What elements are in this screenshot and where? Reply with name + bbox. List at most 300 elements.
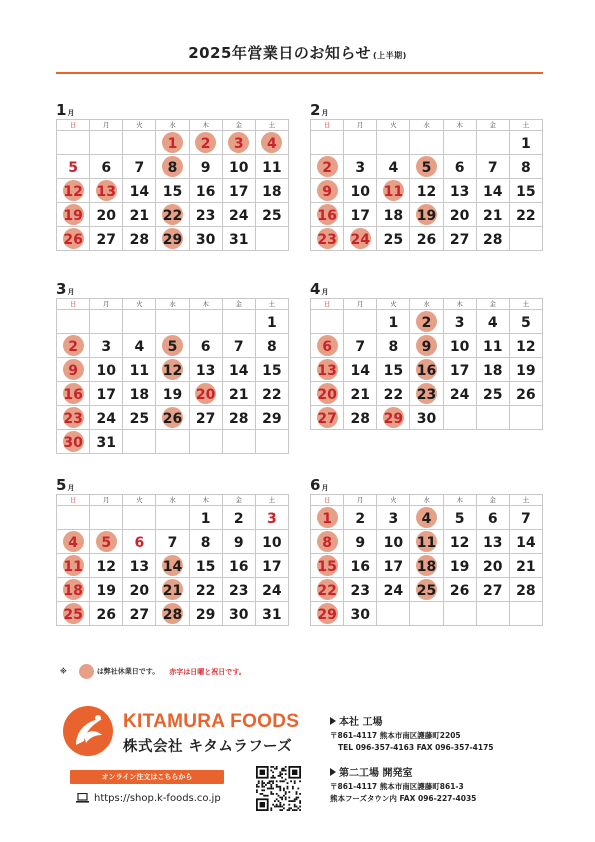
day-number: 13 — [96, 184, 116, 200]
day-number: 9 — [355, 535, 366, 551]
week-row — [57, 430, 289, 454]
week-row — [57, 131, 289, 155]
week-row — [311, 506, 543, 530]
day-cell — [57, 227, 90, 251]
day-number: 29 — [195, 607, 216, 623]
day-number: 27 — [449, 232, 470, 248]
day-cell — [156, 179, 189, 203]
day-number: 10 — [262, 535, 282, 551]
day-cell — [156, 382, 189, 406]
calendar-month-6 — [310, 476, 543, 626]
day-cell — [189, 382, 222, 406]
day-number: 18 — [129, 387, 150, 403]
day-cell — [344, 554, 377, 578]
month-heading — [310, 280, 543, 298]
day-number: 27 — [483, 583, 503, 599]
day-number: 21 — [129, 208, 150, 224]
day-number: 11 — [383, 184, 404, 200]
day-cell — [509, 530, 542, 554]
day-number: 16 — [63, 387, 83, 403]
day-cell — [443, 530, 476, 554]
day-cell — [377, 602, 410, 626]
day-number: 11 — [129, 363, 150, 379]
day-number: 15 — [162, 184, 183, 200]
day-number: 30 — [350, 607, 370, 623]
month-heading — [56, 280, 289, 298]
day-cell — [90, 334, 123, 358]
day-number: 1 — [200, 511, 211, 527]
weekday-header: 金 — [222, 120, 255, 131]
day-cell — [156, 227, 189, 251]
week-row — [311, 334, 543, 358]
day-cell — [509, 506, 542, 530]
day-number: 20 — [96, 208, 116, 224]
month-heading — [310, 476, 543, 494]
day-number: 2 — [200, 136, 211, 152]
weekday-header: 火 — [123, 299, 156, 310]
day-cell — [443, 554, 476, 578]
day-cell — [311, 131, 344, 155]
day-cell — [476, 334, 509, 358]
day-cell — [90, 578, 123, 602]
calendar-grid — [56, 119, 289, 251]
day-number: 16 — [195, 184, 216, 200]
day-cell — [344, 155, 377, 179]
day-cell — [311, 358, 344, 382]
day-cell — [311, 334, 344, 358]
day-number: 12 — [63, 184, 83, 200]
day-cell — [222, 334, 255, 358]
day-cell — [156, 530, 189, 554]
day-number: 21 — [516, 559, 536, 575]
day-cell — [156, 155, 189, 179]
legend-red-text: 赤字は日曜と祝日です。 — [169, 667, 246, 676]
shop-link-row[interactable] — [76, 793, 221, 804]
day-number: 23 — [229, 583, 249, 599]
day-cell — [311, 578, 344, 602]
day-cell — [123, 203, 156, 227]
office-second-contact: 熊本フーズタウン内 FAX 096-227-4035 — [330, 794, 477, 803]
day-cell — [377, 506, 410, 530]
week-row — [57, 358, 289, 382]
day-cell — [57, 179, 90, 203]
day-cell — [189, 203, 222, 227]
weekday-header: 日 — [57, 299, 90, 310]
day-number: 26 — [162, 411, 183, 427]
day-cell — [311, 530, 344, 554]
day-number: 13 — [449, 184, 470, 200]
day-number: 22 — [195, 583, 216, 599]
day-cell — [255, 506, 288, 530]
day-cell — [255, 131, 288, 155]
calendar-month-3 — [56, 280, 289, 454]
day-cell — [90, 155, 123, 179]
calendar-month-5 — [56, 476, 289, 626]
day-cell — [57, 430, 90, 454]
week-row — [311, 382, 543, 406]
day-cell — [255, 554, 288, 578]
day-cell — [156, 310, 189, 334]
weekday-header: 土 — [509, 495, 542, 506]
weekday-header: 月 — [90, 299, 123, 310]
day-number: 8 — [267, 339, 277, 355]
week-row — [311, 179, 543, 203]
week-row — [57, 506, 289, 530]
day-cell — [443, 382, 476, 406]
calendar-grid — [310, 298, 543, 430]
day-number: 29 — [383, 411, 404, 427]
day-cell — [377, 406, 410, 430]
day-number: 2 — [322, 160, 332, 176]
day-cell — [123, 530, 156, 554]
day-cell — [311, 554, 344, 578]
day-number: 28 — [350, 411, 370, 427]
day-number: 19 — [162, 387, 183, 403]
day-number: 22 — [516, 208, 536, 224]
day-cell — [189, 227, 222, 251]
day-number: 11 — [63, 559, 83, 575]
day-number: 29 — [162, 232, 183, 248]
day-number: 22 — [162, 208, 183, 224]
weekday-header: 日 — [57, 495, 90, 506]
day-number: 5 — [421, 160, 432, 176]
month-unit: 月 — [67, 288, 75, 296]
week-row — [311, 227, 543, 251]
day-cell — [189, 554, 222, 578]
day-cell — [57, 131, 90, 155]
day-cell — [57, 382, 90, 406]
day-cell — [123, 430, 156, 454]
day-number: 12 — [449, 535, 470, 551]
weekday-header: 土 — [255, 299, 288, 310]
day-cell — [90, 203, 123, 227]
day-cell — [123, 554, 156, 578]
qr-code-icon[interactable] — [256, 766, 301, 811]
day-number: 20 — [483, 559, 503, 575]
day-cell — [344, 179, 377, 203]
day-cell — [57, 203, 90, 227]
day-cell — [57, 602, 90, 626]
day-cell — [57, 578, 90, 602]
day-cell — [90, 382, 123, 406]
day-number: 2 — [68, 339, 78, 355]
day-number: 16 — [416, 363, 437, 379]
day-cell — [156, 554, 189, 578]
day-number: 24 — [383, 583, 404, 599]
calendar-month-2 — [310, 101, 543, 251]
day-number: 30 — [63, 435, 83, 451]
day-number: 3 — [233, 136, 244, 152]
day-cell — [57, 506, 90, 530]
day-number: 4 — [68, 535, 78, 551]
day-cell — [410, 506, 443, 530]
day-number: 19 — [96, 583, 116, 599]
day-cell — [410, 179, 443, 203]
day-number: 6 — [454, 160, 465, 176]
day-number: 23 — [416, 387, 437, 403]
weekday-header: 水 — [410, 299, 443, 310]
laptop-icon — [76, 793, 89, 803]
weekday-header: 金 — [222, 495, 255, 506]
day-cell — [255, 227, 288, 251]
day-cell — [156, 203, 189, 227]
day-number: 5 — [521, 315, 531, 331]
day-number: 21 — [229, 387, 249, 403]
day-cell — [123, 382, 156, 406]
day-number: 20 — [449, 208, 470, 224]
day-cell — [377, 203, 410, 227]
day-number: 8 — [167, 160, 178, 176]
day-cell — [222, 602, 255, 626]
day-cell — [123, 334, 156, 358]
month-heading — [56, 101, 289, 119]
day-number: 20 — [129, 583, 150, 599]
day-number: 15 — [262, 363, 282, 379]
brand-name-jp: 株式会社 キタムラフーズ — [123, 739, 293, 755]
office-second-name: 第二工場 開発室 — [339, 768, 413, 779]
day-cell — [410, 227, 443, 251]
month-unit: 月 — [67, 109, 75, 117]
day-number: 24 — [449, 387, 470, 403]
month-number: 2 — [310, 101, 321, 119]
day-cell — [443, 155, 476, 179]
day-cell — [476, 578, 509, 602]
day-cell — [509, 227, 542, 251]
day-number: 18 — [262, 184, 282, 200]
weekday-header: 土 — [509, 120, 542, 131]
day-cell — [255, 203, 288, 227]
day-cell — [311, 227, 344, 251]
day-cell — [90, 227, 123, 251]
day-number: 9 — [68, 363, 78, 379]
day-cell — [189, 406, 222, 430]
day-number: 4 — [267, 136, 277, 152]
legend-circle-text: は弊社休業日です。 — [96, 667, 160, 676]
day-number: 6 — [322, 339, 332, 355]
day-cell — [222, 310, 255, 334]
day-cell — [443, 179, 476, 203]
day-number: 2 — [355, 511, 366, 527]
day-number: 10 — [350, 184, 370, 200]
day-cell — [344, 506, 377, 530]
day-cell — [222, 530, 255, 554]
day-cell — [311, 155, 344, 179]
day-cell — [509, 578, 542, 602]
day-cell — [443, 227, 476, 251]
day-cell — [410, 382, 443, 406]
day-number: 21 — [483, 208, 503, 224]
day-number: 7 — [487, 160, 498, 176]
day-cell — [476, 155, 509, 179]
day-cell — [443, 131, 476, 155]
weekday-header: 火 — [123, 495, 156, 506]
day-number: 5 — [167, 339, 178, 355]
day-cell — [311, 506, 344, 530]
weekday-header: 日 — [311, 495, 344, 506]
day-cell — [57, 334, 90, 358]
day-number: 24 — [350, 232, 370, 248]
day-cell — [476, 131, 509, 155]
day-number: 2 — [233, 511, 244, 527]
day-cell — [156, 334, 189, 358]
day-number: 17 — [383, 559, 404, 575]
day-number: 27 — [96, 232, 116, 248]
day-number: 8 — [322, 535, 332, 551]
day-number: 10 — [449, 339, 470, 355]
day-number: 7 — [355, 339, 366, 355]
day-cell — [476, 554, 509, 578]
office-second — [330, 767, 476, 805]
weekday-header: 月 — [90, 120, 123, 131]
day-number: 20 — [317, 387, 337, 403]
legend-circle — [79, 664, 94, 679]
triangle-bullet-icon — [330, 717, 336, 725]
day-cell — [255, 530, 288, 554]
day-cell — [123, 506, 156, 530]
day-number: 30 — [416, 411, 437, 427]
day-cell — [57, 310, 90, 334]
day-cell — [377, 227, 410, 251]
weekday-header: 金 — [476, 120, 509, 131]
day-cell — [57, 530, 90, 554]
day-number: 26 — [416, 232, 437, 248]
day-cell — [222, 131, 255, 155]
day-cell — [90, 358, 123, 382]
day-number: 16 — [317, 208, 337, 224]
weekday-header: 水 — [156, 495, 189, 506]
day-number: 14 — [229, 363, 249, 379]
online-order-button[interactable]: オンライン注文はこちらから — [70, 770, 224, 784]
day-number: 1 — [388, 315, 399, 331]
day-cell — [90, 131, 123, 155]
week-row — [311, 131, 543, 155]
day-number: 9 — [233, 535, 244, 551]
day-number: 13 — [483, 535, 503, 551]
day-cell — [222, 578, 255, 602]
day-cell — [476, 406, 509, 430]
day-cell — [222, 506, 255, 530]
day-number: 21 — [350, 387, 370, 403]
day-cell — [156, 131, 189, 155]
day-number: 20 — [195, 387, 216, 403]
day-cell — [189, 131, 222, 155]
day-cell — [443, 406, 476, 430]
day-number: 31 — [96, 435, 116, 451]
day-number: 10 — [229, 160, 249, 176]
day-cell — [123, 155, 156, 179]
day-cell — [311, 203, 344, 227]
weekday-header: 土 — [509, 299, 542, 310]
day-number: 4 — [388, 160, 399, 176]
weekday-header: 水 — [156, 299, 189, 310]
day-number: 22 — [262, 387, 282, 403]
day-cell — [222, 382, 255, 406]
day-number: 1 — [267, 315, 277, 331]
day-cell — [410, 602, 443, 626]
day-number: 27 — [129, 607, 150, 623]
week-row — [311, 554, 543, 578]
day-number: 28 — [229, 411, 249, 427]
day-number: 28 — [129, 232, 150, 248]
day-number: 17 — [229, 184, 249, 200]
day-cell — [255, 602, 288, 626]
day-number: 7 — [521, 511, 531, 527]
legend-note-mark: ※ — [60, 667, 67, 676]
weekday-header: 金 — [476, 299, 509, 310]
week-row — [311, 310, 543, 334]
month-unit: 月 — [67, 484, 75, 492]
day-cell — [344, 578, 377, 602]
day-cell — [255, 310, 288, 334]
day-number: 23 — [195, 208, 216, 224]
day-cell — [344, 530, 377, 554]
day-number: 5 — [68, 160, 78, 176]
day-number: 29 — [262, 411, 282, 427]
calendar-grid — [56, 494, 289, 626]
day-cell — [377, 382, 410, 406]
day-cell — [255, 334, 288, 358]
week-row — [57, 382, 289, 406]
day-cell — [189, 506, 222, 530]
day-cell — [509, 310, 542, 334]
day-number: 30 — [229, 607, 249, 623]
day-number: 9 — [200, 160, 211, 176]
day-cell — [222, 155, 255, 179]
day-cell — [123, 227, 156, 251]
day-number: 8 — [388, 339, 399, 355]
day-cell — [90, 602, 123, 626]
day-cell — [344, 602, 377, 626]
day-cell — [255, 358, 288, 382]
day-number: 26 — [449, 583, 470, 599]
day-number: 15 — [516, 184, 536, 200]
day-number: 24 — [96, 411, 116, 427]
day-number: 9 — [421, 339, 432, 355]
day-cell — [443, 602, 476, 626]
day-number: 6 — [101, 160, 112, 176]
week-row — [57, 179, 289, 203]
day-cell — [123, 578, 156, 602]
day-number: 14 — [350, 363, 370, 379]
day-cell — [377, 310, 410, 334]
day-cell — [344, 227, 377, 251]
month-unit: 月 — [321, 484, 329, 492]
day-number: 26 — [63, 232, 83, 248]
day-number: 10 — [383, 535, 404, 551]
day-cell — [189, 602, 222, 626]
day-cell — [344, 382, 377, 406]
week-row — [57, 155, 289, 179]
day-cell — [311, 406, 344, 430]
day-cell — [344, 334, 377, 358]
day-cell — [509, 179, 542, 203]
day-cell — [377, 554, 410, 578]
day-cell — [222, 358, 255, 382]
day-cell — [509, 602, 542, 626]
day-number: 14 — [483, 184, 503, 200]
day-cell — [476, 530, 509, 554]
day-number: 3 — [454, 315, 465, 331]
day-cell — [90, 310, 123, 334]
office-main-name: 本社 工場 — [339, 717, 383, 728]
day-number: 19 — [416, 208, 437, 224]
shop-url-link[interactable]: https://shop.k-foods.co.jp — [94, 793, 221, 804]
day-cell — [377, 530, 410, 554]
day-number: 18 — [383, 208, 404, 224]
day-number: 19 — [63, 208, 83, 224]
day-number: 7 — [134, 160, 145, 176]
triangle-bullet-icon — [330, 768, 336, 776]
